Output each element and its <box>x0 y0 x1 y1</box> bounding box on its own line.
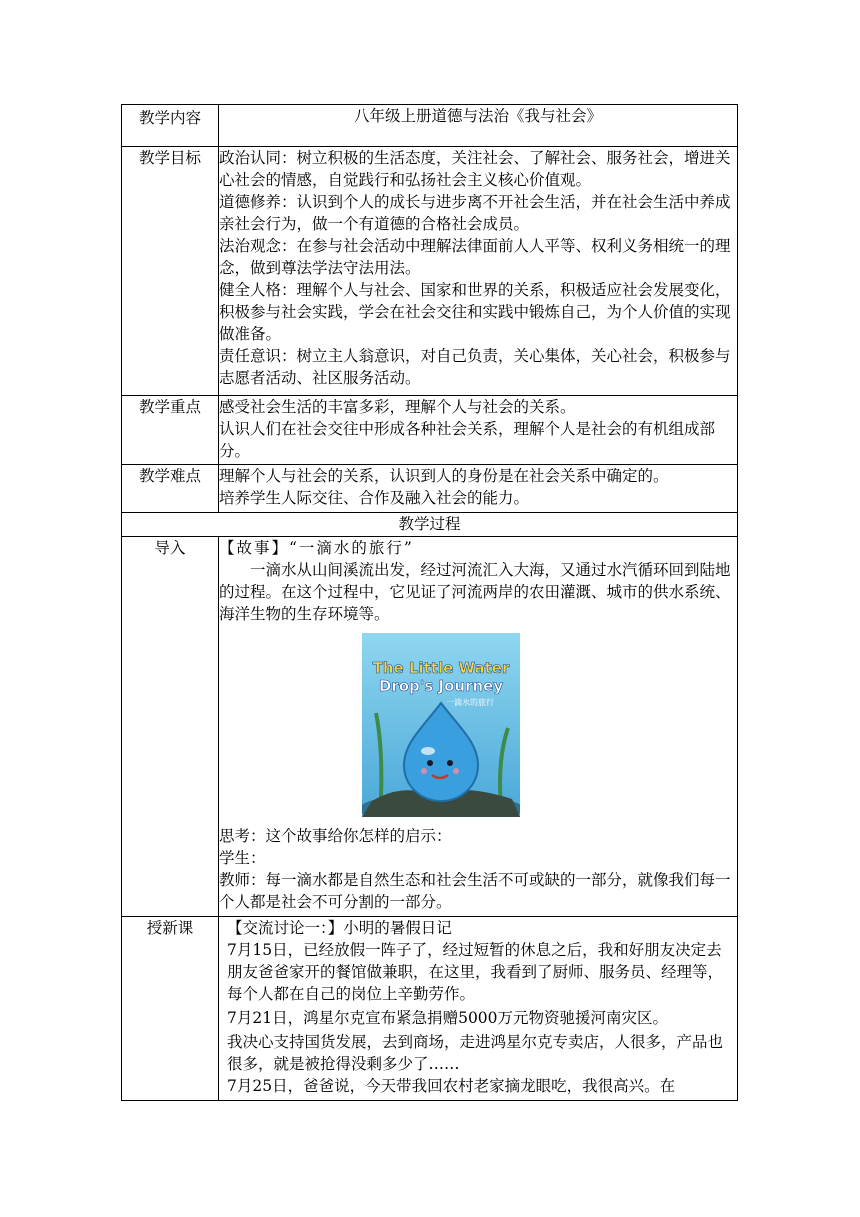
think-question: 思考：这个故事给你怎样的启示： <box>219 827 452 845</box>
book-cover-illustration <box>362 633 520 817</box>
new-lesson-content <box>219 917 738 1101</box>
book-title-line1: The Little Water <box>372 659 510 677</box>
diary-entry-1: 7月15日，已经放假一阵子了，经过短暂的休息之后，我和好朋友决定去朋友爸爸家开的餐馆做兼职，在这里，我看到了厨师、服务员、经理等，每个人都在自己的岗位上辛勤劳作。 <box>227 941 724 1003</box>
discussion-heading: 【交流讨论一：】小明的暑假日记 <box>227 919 452 937</box>
story-heading: 【故事】“一滴水的旅行” <box>219 539 414 557</box>
diary-entry-4: 7月25日，爸爸说，今天带我回农村老家摘龙眼吃，我很高兴。在 <box>227 1077 676 1095</box>
diary-entry-2: 7月21日，鸿星尔克宣布紧急捐赠5000万元物资驰援河南灾区。 <box>227 1009 669 1027</box>
diary-entry-3: 我决心支持国货发展，去到商场，走进鸿星尔克专卖店，人很多，产品也很多，就是被抢得没剩多少了…… <box>227 1033 724 1073</box>
key-point-1: 感受社会生活的丰富多彩，理解个人与社会的关系。 <box>219 398 576 416</box>
label-goals: 教学目标 <box>122 147 219 396</box>
teacher-summary: 教师：每一滴水都是自然生态和社会生活不可或缺的一部分，就像我们每一个人都是社会不可分割的一部分。 <box>219 871 731 911</box>
goal-moral: 道德修养：认识到个人的成长与进步离不开社会生活，并在社会生活中养成亲社会行为，做一个有道德的合格社会成员。 <box>219 193 731 233</box>
label-intro: 导入 <box>122 537 219 917</box>
student-answer: 学生： <box>219 849 266 867</box>
row-new-lesson <box>122 917 738 1101</box>
lesson-plan-table <box>121 104 738 1101</box>
lesson-title: 八年级上册道德与法治《我与社会》 <box>219 105 738 147</box>
goal-political: 政治认同：树立积极的生活态度，关注社会、了解社会、服务社会，增进关心社会的情感，自觉践行和弘扬社会主义核心价值观。 <box>219 149 731 189</box>
goal-personality: 健全人格：理解个人与社会、国家和世界的关系，积极适应社会发展变化，积极参与社会实践，学会在社会交往和实践中锻炼自己，为个人价值的实现做准备。 <box>219 281 731 343</box>
row-goals <box>122 147 738 396</box>
intro-content <box>219 537 738 917</box>
label-new-lesson: 授新课 <box>122 917 219 1101</box>
label-key-points: 教学重点 <box>122 396 219 465</box>
goals-content <box>219 147 738 396</box>
goal-law: 法治观念：在参与社会活动中理解法律面前人人平等、权利义务相统一的理念，做到尊法学法守法用法。 <box>219 237 731 277</box>
book-subtitle: 一滴水的旅行 <box>446 698 494 707</box>
label-content: 教学内容 <box>122 105 219 147</box>
story-text: 一滴水从山间溪流出发，经过河流汇入大海，又通过水汽循环回到陆地的过程。在这个过程中，它见证了河流两岸的农田灌溉、城市的供水系统、海洋生物的生存环境等。 <box>219 561 731 623</box>
key-point-2: 认识人们在社会交往中形成各种社会关系，理解个人是社会的有机组成部分。 <box>219 420 716 460</box>
row-key-points <box>122 396 738 465</box>
difficulty-1: 理解个人与社会的关系，认识到人的身份是在社会关系中确定的。 <box>219 467 669 485</box>
difficulties-content <box>219 465 738 513</box>
row-content <box>122 105 738 147</box>
difficulty-2: 培养学生人际交往、合作及融入社会的能力。 <box>219 489 530 507</box>
row-process <box>122 513 738 537</box>
book-title-line2: Drop's Journey <box>378 677 504 695</box>
goal-responsibility: 责任意识：树立主人翁意识，对自己负责，关心集体，关心社会，积极参与志愿者活动、社区服务活动。 <box>219 347 731 387</box>
row-difficulties <box>122 465 738 513</box>
row-intro <box>122 537 738 917</box>
key-points-content <box>219 396 738 465</box>
label-difficulties: 教学难点 <box>122 465 219 513</box>
process-heading: 教学过程 <box>122 513 738 537</box>
